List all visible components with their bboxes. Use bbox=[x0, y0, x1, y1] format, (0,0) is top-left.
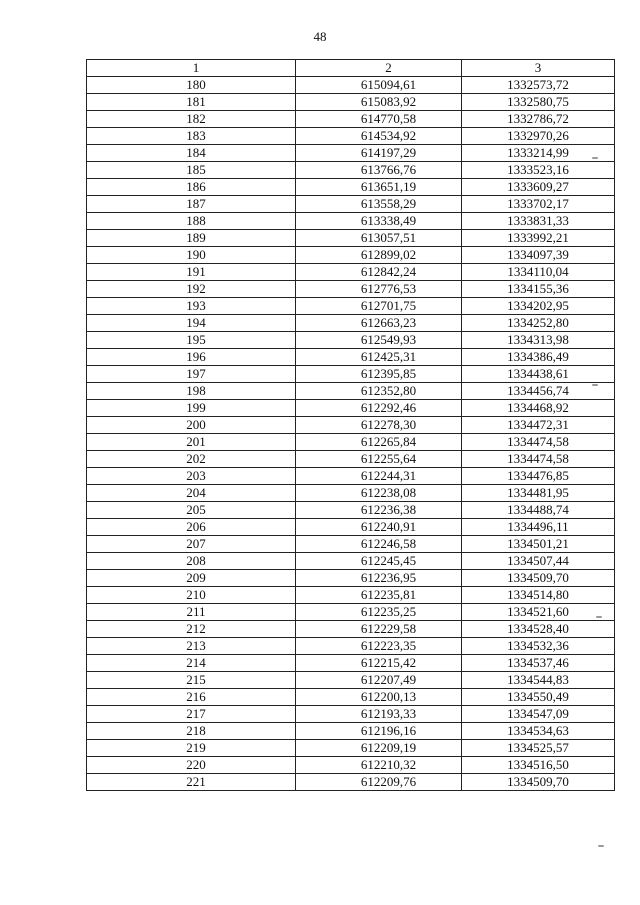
table-row bbox=[87, 196, 615, 213]
y-coordinate-cell: 1334532,36 bbox=[462, 638, 615, 655]
y-coordinate-cell: 1334509,70 bbox=[462, 570, 615, 587]
point-number-cell: 188 bbox=[87, 213, 296, 230]
point-number-cell: 198 bbox=[87, 383, 296, 400]
y-coordinate-cell: 1334252,80 bbox=[462, 315, 615, 332]
x-coordinate-cell: 612701,75 bbox=[296, 298, 462, 315]
scan-speck bbox=[592, 384, 598, 386]
table-row bbox=[87, 230, 615, 247]
point-number-cell: 208 bbox=[87, 553, 296, 570]
y-coordinate-cell: 1334481,95 bbox=[462, 485, 615, 502]
table-row bbox=[87, 485, 615, 502]
point-number-cell: 218 bbox=[87, 723, 296, 740]
y-coordinate-cell: 1334544,83 bbox=[462, 672, 615, 689]
x-coordinate-cell: 612240,91 bbox=[296, 519, 462, 536]
point-number-cell: 211 bbox=[87, 604, 296, 621]
y-coordinate-cell: 1334516,50 bbox=[462, 757, 615, 774]
point-number-cell: 189 bbox=[87, 230, 296, 247]
point-number-cell: 199 bbox=[87, 400, 296, 417]
table-row bbox=[87, 774, 615, 791]
point-number-cell: 213 bbox=[87, 638, 296, 655]
table-row bbox=[87, 468, 615, 485]
x-coordinate-cell: 612236,38 bbox=[296, 502, 462, 519]
table-row bbox=[87, 604, 615, 621]
x-coordinate-cell: 612229,58 bbox=[296, 621, 462, 638]
table-row bbox=[87, 400, 615, 417]
table-row bbox=[87, 417, 615, 434]
x-coordinate-cell: 613651,19 bbox=[296, 179, 462, 196]
y-coordinate-cell: 1334110,04 bbox=[462, 264, 615, 281]
x-coordinate-cell: 612246,58 bbox=[296, 536, 462, 553]
y-coordinate-cell: 1334456,74 bbox=[462, 383, 615, 400]
table-row bbox=[87, 298, 615, 315]
point-number-cell: 197 bbox=[87, 366, 296, 383]
y-coordinate-cell: 1333992,21 bbox=[462, 230, 615, 247]
table-row bbox=[87, 94, 615, 111]
point-number-cell: 214 bbox=[87, 655, 296, 672]
x-coordinate-cell: 612395,85 bbox=[296, 366, 462, 383]
table-row bbox=[87, 519, 615, 536]
y-coordinate-cell: 1334514,80 bbox=[462, 587, 615, 604]
point-number-cell: 215 bbox=[87, 672, 296, 689]
y-coordinate-cell: 1334501,21 bbox=[462, 536, 615, 553]
point-number-cell: 192 bbox=[87, 281, 296, 298]
column-header-x: 2 bbox=[296, 60, 462, 77]
x-coordinate-cell: 612899,02 bbox=[296, 247, 462, 264]
x-coordinate-cell: 612278,30 bbox=[296, 417, 462, 434]
point-number-cell: 183 bbox=[87, 128, 296, 145]
y-coordinate-cell: 1334474,58 bbox=[462, 434, 615, 451]
table-row bbox=[87, 213, 615, 230]
point-number-cell: 190 bbox=[87, 247, 296, 264]
x-coordinate-cell: 612209,76 bbox=[296, 774, 462, 791]
point-number-cell: 212 bbox=[87, 621, 296, 638]
y-coordinate-cell: 1334534,63 bbox=[462, 723, 615, 740]
y-coordinate-cell: 1333523,16 bbox=[462, 162, 615, 179]
table-row bbox=[87, 553, 615, 570]
y-coordinate-cell: 1334313,98 bbox=[462, 332, 615, 349]
table-row bbox=[87, 740, 615, 757]
point-number-cell: 184 bbox=[87, 145, 296, 162]
y-coordinate-cell: 1334386,49 bbox=[462, 349, 615, 366]
x-coordinate-cell: 612236,95 bbox=[296, 570, 462, 587]
scan-speck bbox=[592, 157, 598, 159]
table-row bbox=[87, 570, 615, 587]
table-row bbox=[87, 179, 615, 196]
x-coordinate-cell: 613057,51 bbox=[296, 230, 462, 247]
point-number-cell: 220 bbox=[87, 757, 296, 774]
point-number-cell: 207 bbox=[87, 536, 296, 553]
point-number-cell: 221 bbox=[87, 774, 296, 791]
x-coordinate-cell: 613766,76 bbox=[296, 162, 462, 179]
x-coordinate-cell: 612292,46 bbox=[296, 400, 462, 417]
y-coordinate-cell: 1334476,85 bbox=[462, 468, 615, 485]
y-coordinate-cell: 1334550,49 bbox=[462, 689, 615, 706]
x-coordinate-cell: 612200,13 bbox=[296, 689, 462, 706]
point-number-cell: 187 bbox=[87, 196, 296, 213]
x-coordinate-cell: 612223,35 bbox=[296, 638, 462, 655]
y-coordinate-cell: 1334472,31 bbox=[462, 417, 615, 434]
y-coordinate-cell: 1334528,40 bbox=[462, 621, 615, 638]
point-number-cell: 193 bbox=[87, 298, 296, 315]
y-coordinate-cell: 1334537,46 bbox=[462, 655, 615, 672]
point-number-cell: 203 bbox=[87, 468, 296, 485]
y-coordinate-cell: 1332786,72 bbox=[462, 111, 615, 128]
table-row bbox=[87, 638, 615, 655]
x-coordinate-cell: 612245,45 bbox=[296, 553, 462, 570]
table-row bbox=[87, 349, 615, 366]
point-number-cell: 205 bbox=[87, 502, 296, 519]
table-row bbox=[87, 706, 615, 723]
table-row bbox=[87, 451, 615, 468]
table-row bbox=[87, 128, 615, 145]
table-row bbox=[87, 621, 615, 638]
point-number-cell: 204 bbox=[87, 485, 296, 502]
x-coordinate-cell: 612209,19 bbox=[296, 740, 462, 757]
point-number-cell: 202 bbox=[87, 451, 296, 468]
x-coordinate-cell: 612235,81 bbox=[296, 587, 462, 604]
table-row bbox=[87, 536, 615, 553]
table-row bbox=[87, 502, 615, 519]
table-row bbox=[87, 111, 615, 128]
table-row bbox=[87, 315, 615, 332]
x-coordinate-cell: 615094,61 bbox=[296, 77, 462, 94]
x-coordinate-cell: 612207,49 bbox=[296, 672, 462, 689]
y-coordinate-cell: 1333609,27 bbox=[462, 179, 615, 196]
column-header-point-number: 1 bbox=[87, 60, 296, 77]
point-number-cell: 219 bbox=[87, 740, 296, 757]
x-coordinate-cell: 612238,08 bbox=[296, 485, 462, 502]
y-coordinate-cell: 1333214,99 bbox=[462, 145, 615, 162]
table-row bbox=[87, 723, 615, 740]
x-coordinate-cell: 612549,93 bbox=[296, 332, 462, 349]
table-row bbox=[87, 162, 615, 179]
y-coordinate-cell: 1334468,92 bbox=[462, 400, 615, 417]
point-number-cell: 196 bbox=[87, 349, 296, 366]
y-coordinate-cell: 1333702,17 bbox=[462, 196, 615, 213]
y-coordinate-cell: 1334438,61 bbox=[462, 366, 615, 383]
x-coordinate-cell: 614197,29 bbox=[296, 145, 462, 162]
y-coordinate-cell: 1334509,70 bbox=[462, 774, 615, 791]
y-coordinate-cell: 1334525,57 bbox=[462, 740, 615, 757]
y-coordinate-cell: 1333831,33 bbox=[462, 213, 615, 230]
column-header-y: 3 bbox=[462, 60, 615, 77]
table-row bbox=[87, 587, 615, 604]
table-header-row bbox=[87, 60, 615, 77]
y-coordinate-cell: 1334496,11 bbox=[462, 519, 615, 536]
y-coordinate-cell: 1334474,58 bbox=[462, 451, 615, 468]
x-coordinate-cell: 612265,84 bbox=[296, 434, 462, 451]
y-coordinate-cell: 1332580,75 bbox=[462, 94, 615, 111]
table-row bbox=[87, 672, 615, 689]
point-number-cell: 181 bbox=[87, 94, 296, 111]
point-number-cell: 200 bbox=[87, 417, 296, 434]
x-coordinate-cell: 612235,25 bbox=[296, 604, 462, 621]
x-coordinate-cell: 612193,33 bbox=[296, 706, 462, 723]
x-coordinate-cell: 612663,23 bbox=[296, 315, 462, 332]
x-coordinate-cell: 613558,29 bbox=[296, 196, 462, 213]
y-coordinate-cell: 1334488,74 bbox=[462, 502, 615, 519]
page-number: 48 bbox=[313, 29, 327, 44]
scan-speck bbox=[596, 616, 602, 618]
point-number-cell: 195 bbox=[87, 332, 296, 349]
table-row bbox=[87, 264, 615, 281]
table-row bbox=[87, 366, 615, 383]
point-number-cell: 185 bbox=[87, 162, 296, 179]
point-number-cell: 217 bbox=[87, 706, 296, 723]
coordinates-table bbox=[86, 59, 615, 791]
table-row bbox=[87, 757, 615, 774]
y-coordinate-cell: 1334155,36 bbox=[462, 281, 615, 298]
x-coordinate-cell: 615083,92 bbox=[296, 94, 462, 111]
table-row bbox=[87, 434, 615, 451]
x-coordinate-cell: 612255,64 bbox=[296, 451, 462, 468]
x-coordinate-cell: 612842,24 bbox=[296, 264, 462, 281]
table-row bbox=[87, 281, 615, 298]
point-number-cell: 216 bbox=[87, 689, 296, 706]
point-number-cell: 182 bbox=[87, 111, 296, 128]
scan-speck bbox=[598, 845, 604, 847]
y-coordinate-cell: 1334097,39 bbox=[462, 247, 615, 264]
point-number-cell: 209 bbox=[87, 570, 296, 587]
x-coordinate-cell: 614770,58 bbox=[296, 111, 462, 128]
y-coordinate-cell: 1334202,95 bbox=[462, 298, 615, 315]
x-coordinate-cell: 614534,92 bbox=[296, 128, 462, 145]
y-coordinate-cell: 1332573,72 bbox=[462, 77, 615, 94]
point-number-cell: 201 bbox=[87, 434, 296, 451]
x-coordinate-cell: 612210,32 bbox=[296, 757, 462, 774]
table-row bbox=[87, 77, 615, 94]
table-row bbox=[87, 247, 615, 264]
table-row bbox=[87, 332, 615, 349]
point-number-cell: 206 bbox=[87, 519, 296, 536]
x-coordinate-cell: 612215,42 bbox=[296, 655, 462, 672]
y-coordinate-cell: 1334521,60 bbox=[462, 604, 615, 621]
point-number-cell: 186 bbox=[87, 179, 296, 196]
point-number-cell: 191 bbox=[87, 264, 296, 281]
table-row bbox=[87, 655, 615, 672]
y-coordinate-cell: 1334547,09 bbox=[462, 706, 615, 723]
x-coordinate-cell: 613338,49 bbox=[296, 213, 462, 230]
point-number-cell: 194 bbox=[87, 315, 296, 332]
x-coordinate-cell: 612776,53 bbox=[296, 281, 462, 298]
y-coordinate-cell: 1334507,44 bbox=[462, 553, 615, 570]
x-coordinate-cell: 612244,31 bbox=[296, 468, 462, 485]
y-coordinate-cell: 1332970,26 bbox=[462, 128, 615, 145]
x-coordinate-cell: 612196,16 bbox=[296, 723, 462, 740]
x-coordinate-cell: 612352,80 bbox=[296, 383, 462, 400]
point-number-cell: 180 bbox=[87, 77, 296, 94]
x-coordinate-cell: 612425,31 bbox=[296, 349, 462, 366]
point-number-cell: 210 bbox=[87, 587, 296, 604]
table-row bbox=[87, 145, 615, 162]
table-row bbox=[87, 383, 615, 400]
table-row bbox=[87, 689, 615, 706]
